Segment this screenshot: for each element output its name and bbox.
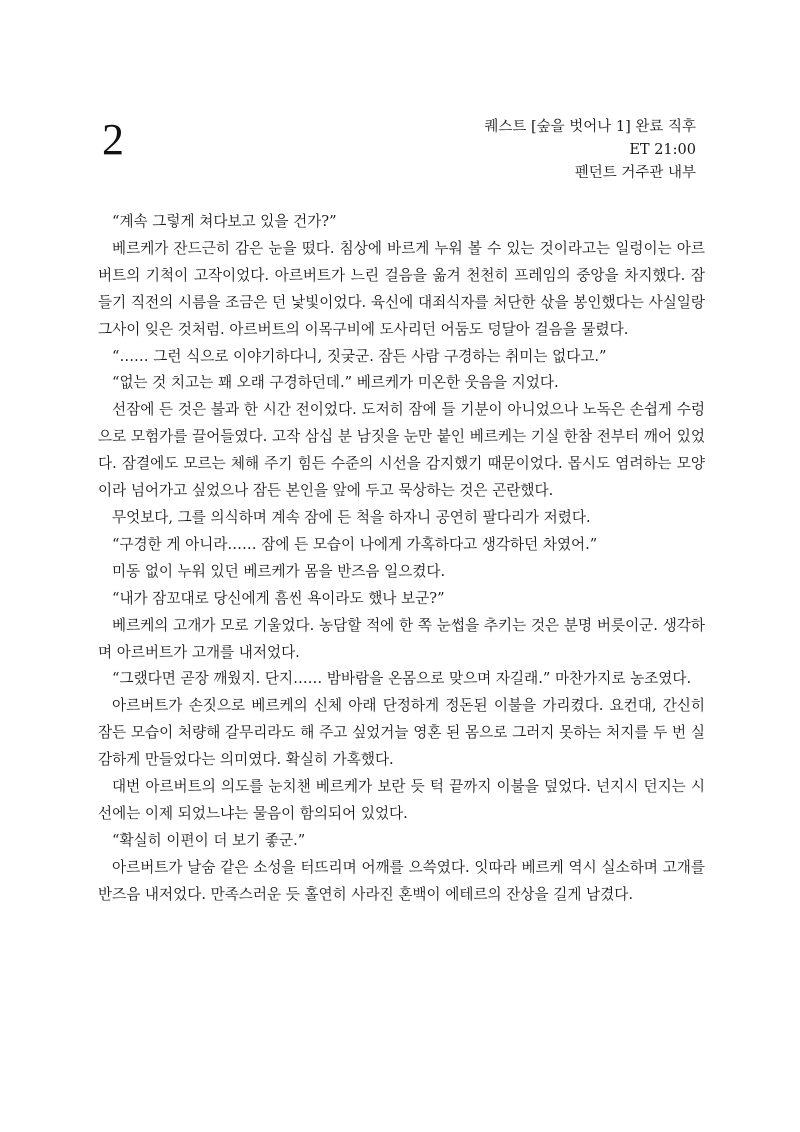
paragraph: 무엇보다, 그를 의식하며 계속 잠에 든 척을 하자니 공연히 팔다리가 저렸다. bbox=[112, 508, 591, 526]
paragraph: “그랬다면 곧장 깨웠지. 단지…… 밤바람을 온몸으로 맞으며 자길래.” 마찬가지로 농조였다. bbox=[112, 670, 692, 688]
quest-line: 퀘스트 [숲을 벗어나 1] 완료 직후 bbox=[484, 119, 696, 135]
paragraph: 아르버트가 손짓으로 베르케의 신체 아래 단정하게 정돈된 이불을 가리켰다. 요컨대, 간신히 잠든 모습이 처량해 갈무리라도 해 주고 싶었거늘 영혼 된 몸으로 그러지 못하는 처지를 두 번 실감하게 만들었다는 의미였다. 확실히 가혹했다. bbox=[98, 697, 705, 769]
time-line: ET 21:00 bbox=[629, 142, 696, 158]
paragraph: 아르버트가 날숨 같은 소성을 터뜨리며 어깨를 으쓱였다. 잇따라 베르케 역시 실소하며 고개를 반즈음 내저었다. 만족스러운 듯 홀연히 사라진 혼백이 에테르의 잔상을 길게 남겼다. bbox=[98, 858, 705, 903]
paragraph: 대번 아르버트의 의도를 눈치챈 베르케가 보란 듯 턱 끝까지 이불을 덮었다. 넌지시 던지는 시선에는 이제 되었느냐는 물음이 함의되어 있었다. bbox=[98, 778, 705, 822]
paragraph: “확실히 이편이 더 보기 좋군.” bbox=[112, 831, 306, 849]
paragraph: “없는 것 치고는 꽤 오래 구경하던데.” 베르케가 미온한 웃음을 지었다. bbox=[112, 374, 559, 392]
paragraph: 베르케의 고개가 모로 기울었다. 농담할 적에 한 쪽 눈썹을 추키는 것은 분명 버릇이군. 생각하며 아르버트가 고개를 내저었다. bbox=[98, 616, 705, 661]
body-text bbox=[98, 209, 705, 909]
paragraph: “…… 그런 식으로 이야기하다니, 짓궂군. 잠든 사람 구경하는 취미는 없다고.” bbox=[112, 347, 607, 365]
chapter-header bbox=[484, 116, 696, 185]
paragraph: “내가 잠꼬대로 당신에게 흠씬 욕이라도 했나 보군?” bbox=[112, 589, 445, 607]
paragraph: 선잠에 든 것은 불과 한 시간 전이었다. 도저히 잠에 들 기분이 아니었으나 노독은 손쉽게 수렁으로 모험가를 끌어들였다. 고작 삼십 분 남짓을 눈만 붙인 베르케는 기실 한참 전부터 깨어 있었다. 잠결에도 모르는 체해 주기 힘든 수준의 시선을 감지했기 때문이었다. 몹시도 염려하는 모양이라 넘어가고 싶었으나 잠든 본인을 앞에 두고 묵상하는 것은 곤란했다. bbox=[98, 401, 705, 500]
paragraph: 미동 없이 누워 있던 베르케가 몸을 반즈음 일으켰다. bbox=[112, 562, 446, 580]
paragraph: “구경한 게 아니라…… 잠에 든 모습이 나에게 가혹하다고 생각하던 차였어.” bbox=[112, 535, 598, 553]
paragraph: “계속 그렇게 쳐다보고 있을 건가?” bbox=[112, 213, 337, 230]
chapter-number: 2 bbox=[102, 115, 124, 164]
paragraph: 베르케가 잔드근히 감은 눈을 떴다. 침상에 바르게 누워 볼 수 있는 것이라고는 일렁이는 아르버트의 기척이 고작이었다. 아르버트가 느린 걸음을 옮겨 천천히 프레임의 중앙을 차지했다. 잠들기 직전의 시름을 조금은 던 낯빛이었다. 육신에 대죄식자를 처단한 삯을 봉인했다는 사실일랑 그사이 잊은 것처럼. 아르버트의 이목구비에 도사리던 어둠도 덩달아 걸음을 물렸다. bbox=[98, 239, 705, 338]
location-line: 펜던트 거주관 내부 bbox=[574, 165, 696, 181]
